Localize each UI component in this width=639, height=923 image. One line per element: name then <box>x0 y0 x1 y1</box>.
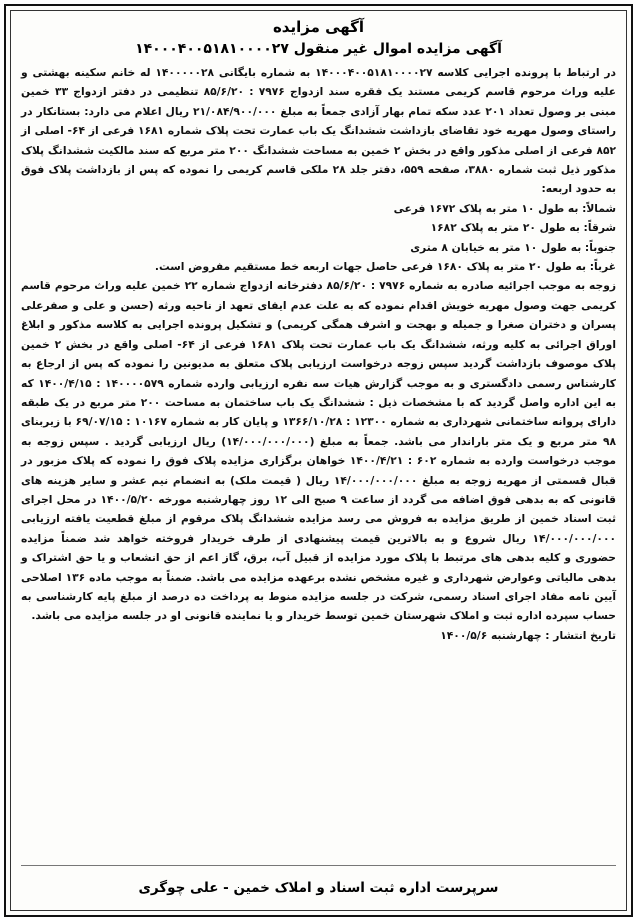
notice-body <box>11 63 626 645</box>
notice-subtitle: آگهی مزایده اموال غیر منقول ۱۴۰۰۰۴۰۰۵۱۸۱۰۰۰۰۲۷ <box>135 41 502 57</box>
boundary-west: غرباً: به طول ۲۰ متر به پلاک ۱۶۸۰ فرعی حاصل جهات اربعه خط مستقیم مفروض است. <box>154 260 616 274</box>
notice-page <box>4 4 633 917</box>
intro-paragraph: در ارتباط با پرونده اجرایی کلاسه ۱۴۰۰۰۴۰۰۵۱۸۱۰۰۰۰۲۷ به شماره بایگانی ۱۴۰۰۰۰۰۲۸ له خانم سکینه بهشتی و علیه وراث مرحوم قاسم کریمی مستند یک فقره سند ازدواج ۷۹۷۶ : ۸۵/۶/۲۰ تنظیمی در دفتر ازدواج ۳۳ خمین مبنی بر وصول تعداد ۲۰۱ عدد سکه تمام بهار آزادی جمعاً به مبلغ ۲۱/۰۸۴/۹۰۰/۰۰۰ ریال اعلام می دارد: بستانکار در راستای وصول مهریه خود تقاضای بازداشت ششدانگ یک باب عمارت تحت پلاک شماره ۱۶۸۱ فرعی از ۶۴- اصلی از ۸۵۲ فرعی از اصلی مذکور واقع در بخش ۲ خمین به مساحت ششدانگ ۲۰۰ متر مربع که سند مالکیت ششدانگ پلاک مذکور ذیل ثبت شماره ۳۸۸۰، صفحه ۵۵۹، دفتر جلد ۲۸ ملکی قاسم کریمی را نموده که پس از بازداشت پلاک فوق به حدود اربعه: <box>21 66 617 196</box>
main-paragraph: زوجه به موجب اجرائیه صادره به شماره ۷۹۷۶ : ۸۵/۶/۲۰ دفترخانه ازدواج شماره ۲۲ خمین علیه وراث مرحوم قاسم کریمی جهت وصول مهریه خویش اقدام نموده که به علت عدم ایفای تعهد از ناحیه ورثه (حسن و علی و صفرعلی پسران و دختران صغرا و جمیله و بهجت و اشرف همگی کریمی) و تشکیل پرونده اجرایی به کلاسه مذکور و ابلاغ اوراق اجرائی به کلیه ورثه، ششدانگ یک باب عمارت تحت پلاک ۱۶۸۱ فرعی از ۶۴- اصلی واقع در بخش ۲ خمین پلاک موصوف بازداشت گردید سپس زوجه درخواست ارزیابی پلاک متعلق به مدیونین را نموده که پس از ارجاع به کارشناس رسمی دادگستری و به موجب گزارش هیات سه نفره ارزیابی وارده شماره ۱۴۰۰۰۰۵۷۹ : ۱۴۰۰/۴/۱۵ که به این اداره واصل گردید که با مشخصات ذیل : ششدانگ یک باب ساختمان به مساحت ۲۰۰ متر مربع در یک طبقه دارای پروانه ساختمانی شهرداری به شماره ۱۲۳۰۰ : ۱۳۶۶/۱۰/۲۸ و پایان کار به شماره ۱۰۱۶۷ : ۶۹/۰۷/۱۵ با زیربنای ۹۸ متر مربع و یک متر باراندار می باشد. جمعاً به مبلغ (۱۴/۰۰۰/۰۰۰/۰۰۰) ریال ارزیابی گردید . سپس زوجه به موجب درخواست وارده به شماره ۶۰۲ : ۱۴۰۰/۴/۲۱ خواهان برگزاری مزایده پلاک فوق را نموده که پلاک مزبور در قبال قسمتی از مهریه زوجه به مبلغ ۱۴/۰۰۰/۰۰۰/۰۰۰ ریال ( قیمت ملک) به انضمام نیم عشر و سایر هزینه های قانونی که به بدهی فوق اضافه می گردد از ساعت ۹ صبح الی ۱۲ روز چهارشنبه مورخه ۱۴۰۰/۵/۲۰ در محل اجرای ثبت اسناد خمین از طریق مزایده به فروش می رسد مزایده ششدانگ پلاک مرقوم از مبلغ قطعیت یافته ارزیابی ۱۴/۰۰۰/۰۰۰/۰۰۰ ریال شروع و به بالاترین قیمت پیشنهادی از طرف خریدار فروخته خواهد شد ضمناً مزایده حضوری و کلیه بدهی های مرتبط با پلاک مورد مزایده از قبیل آب، برق، گاز اعم از حق انشعاب و یا حق اشتراک و بدهی مالیاتی وعوارض شهرداری و غیره مشخص نشده برعهده مزایده می باشد. ضمناً به موجب ماده ۱۳۶ اصلاحی آیین نامه مفاد اجرای اسناد رسمی، شرکت در جلسه مزایده منوط به پرداخت ده درصد از مبلغ پایه کارشناسی به حساب سپرده اداره ثبت و املاک شهرستان خمین توسط خریدار و یا نماینده قانونی او در جلسه مزایده می باشد. <box>21 279 617 623</box>
boundary-east: شرقاً: به طول ۲۰ متر به پلاک ۱۶۸۲ <box>430 221 616 235</box>
publish-date: تاریخ انتشار : چهارشنبه ۱۴۰۰/۵/۶ <box>440 628 616 642</box>
signature-line: سرپرست اداره ثبت اسناد و املاک خمین - علی چوگری <box>138 880 499 896</box>
boundary-south: جنوباً: به طول ۱۰ متر به خیابان ۸ متری <box>410 240 616 254</box>
boundary-north: شمالاً: به طول ۱۰ متر به پلاک ۱۶۷۲ فرعی <box>393 201 616 215</box>
notice-title: آگهی مزایده <box>272 18 365 36</box>
signature-divider <box>21 865 616 866</box>
notice-frame <box>10 10 627 911</box>
